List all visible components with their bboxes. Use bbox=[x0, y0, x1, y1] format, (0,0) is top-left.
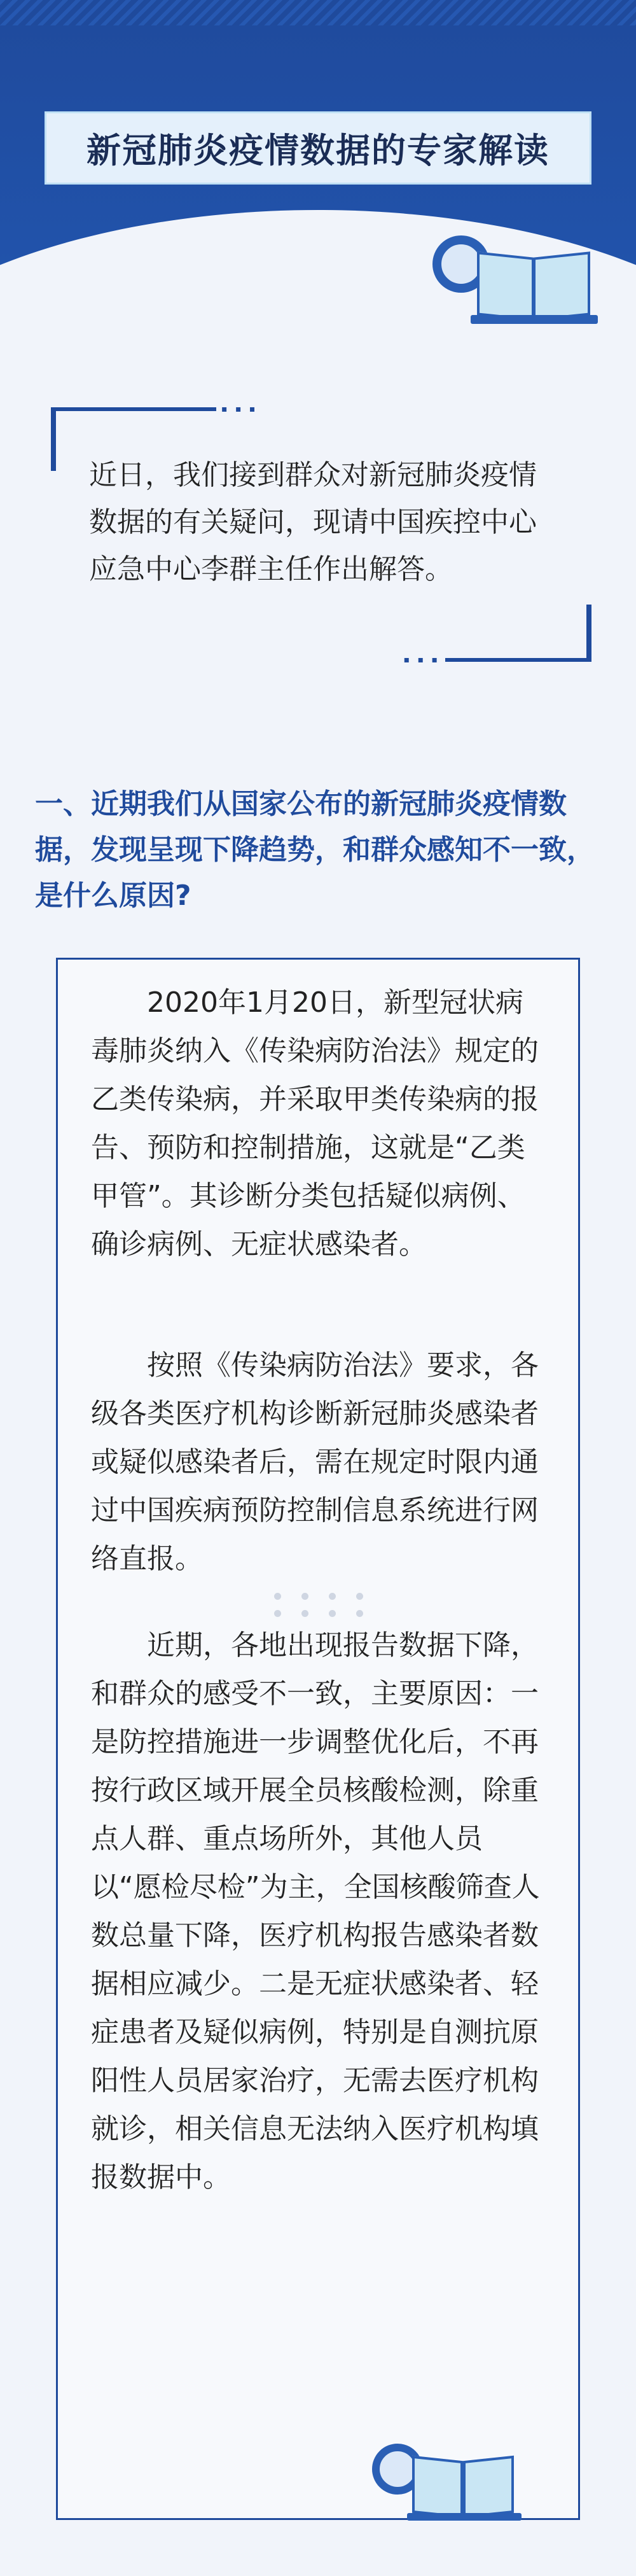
paragraph: 2020年1月20日，新型冠状病毒肺炎纳入《传染病防治法》规定的乙类传染病，并采取甲类传染病的报告、预防和控制措施，这就是“乙类甲管”。其诊断分类包括疑似病例、确诊病例、无症状感染者。 bbox=[91, 986, 539, 1261]
bracket-bottom-right bbox=[586, 605, 591, 662]
dots-divider bbox=[274, 1610, 363, 1617]
title-box bbox=[45, 111, 591, 185]
header-banner bbox=[0, 0, 636, 356]
question-heading: 一、近期我们从国家公布的新冠肺炎疫情数据，发现呈现下降趋势，和群众感知不一致，是什么原因? bbox=[35, 788, 595, 912]
paragraph: 按照《传染病防治法》要求，各级各类医疗机构诊断新冠肺炎感染者或疑似感染者后，需在规定时限内通过中国疾病预防控制信息系统进行网络直报。 bbox=[91, 1349, 539, 1575]
answer-box bbox=[56, 958, 580, 2520]
bracket-dots-top: ▪ ▪ ▪ bbox=[221, 404, 258, 414]
bracket-dots-bottom: ▪ ▪ ▪ bbox=[403, 655, 440, 665]
intro-box bbox=[51, 404, 591, 665]
book-icon bbox=[471, 248, 598, 325]
bracket-bottom-right-line bbox=[445, 658, 591, 662]
bracket-top-left bbox=[51, 407, 56, 471]
book-icon bbox=[407, 2453, 522, 2523]
page-title: 新冠肺炎疫情数据的专家解读 bbox=[86, 130, 550, 171]
bracket-top-left-line bbox=[51, 407, 216, 411]
intro-text: 近日，我们接到群众对新冠肺炎疫情数据的有关疑问，现请中国疾控中心应急中心李群主任作出解答。 bbox=[89, 459, 537, 585]
dots-divider bbox=[274, 1593, 363, 1600]
paragraph: 近期，各地出现报告数据下降，和群众的感受不一致，主要原因：一是防控措施进一步调整优化后，不再按行政区域开展全员核酸检测，除重点人群、重点场所外，其他人员以“愿检尽检”为主，全国核酸筛查人数总量下降，医疗机构报告感染者数据相应减少。二是无症状感染者、轻症患者及疑似病例，特别是自测抗原阳性人员居家治疗，无需去医疗机构就诊，相关信息无法纳入医疗机构填报数据中。 bbox=[91, 1629, 540, 2194]
header-pattern bbox=[0, 0, 636, 25]
